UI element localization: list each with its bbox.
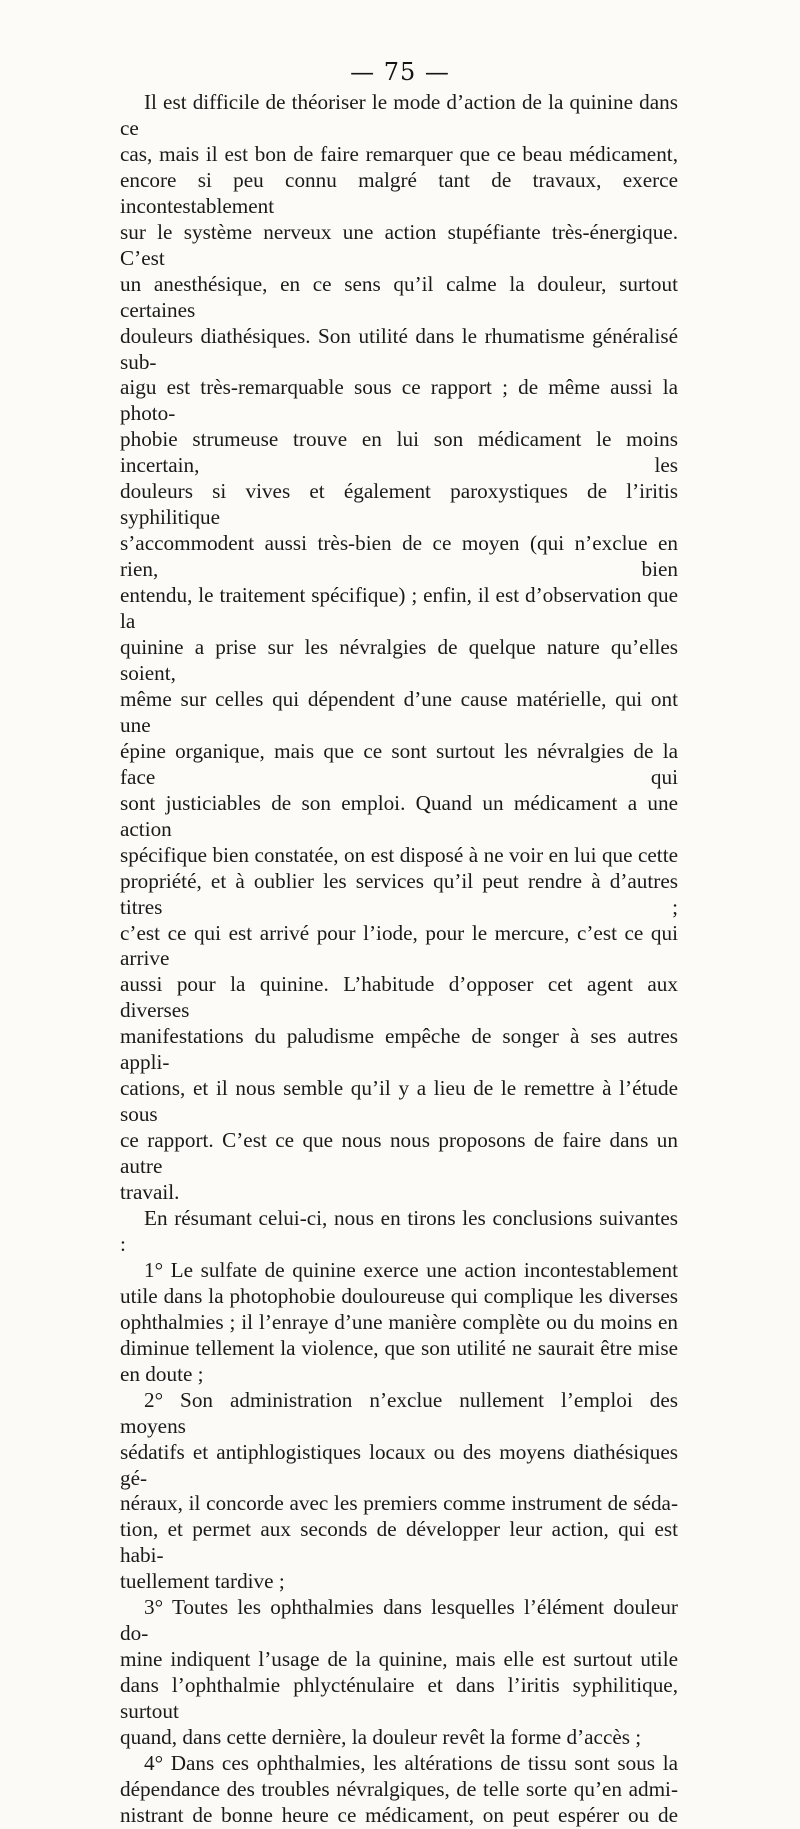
text-line: 1° Le sulfate de quinine exerce une action incontestablement <box>144 1257 678 1282</box>
text-line: 3° Toutes les ophthalmies dans lesquelles l’élément douleur do- <box>120 1595 678 1646</box>
text-line: Il est difficile de théoriser le mode d’action de la quinine dans ce <box>120 90 678 140</box>
text-line: s’accommodent aussi très-bien de ce moyen (qui n’exclue en rien, bien <box>120 531 678 582</box>
text-line: en doute ; <box>120 1361 204 1386</box>
text-line: aigu est très-remarquable sous ce rapport ; de même aussi la photo- <box>120 375 678 426</box>
text-line: 4° Dans ces ophthalmies, les altérations de tissu sont sous la <box>144 1751 678 1775</box>
text-line: spécifique bien constatée, on est disposé à ne voir en lui que cette <box>120 842 678 867</box>
text-line: c’est ce qui est arrivé pour l’iode, pour le mercure, c’est ce qui arrive <box>120 920 678 971</box>
text-line: tuellement tardive ; <box>120 1569 285 1594</box>
text-line: ce rapport. C’est ce que nous nous proposons de faire dans un autre <box>120 1128 678 1179</box>
text-line: phobie strumeuse trouve en lui son médicament le moins incertain, les <box>120 427 678 478</box>
text-line: nistrant de bonne heure ce médicament, on peut espérer ou de <box>120 1802 678 1827</box>
text-line: cations, et il nous semble qu’il y a lieu de le remettre à l’étude sous <box>120 1076 678 1127</box>
text-line: quinine a prise sur les névralgies de quelque nature qu’elles soient, <box>120 635 678 685</box>
text-line: utile dans la photophobie douloureuse qui complique les diverses <box>120 1283 678 1308</box>
text-line: En résumant celui-ci, nous en tirons les conclusions suivantes : <box>120 1205 678 1256</box>
text-line: douleurs diathésiques. Son utilité dans le rhumatisme généralisé sub- <box>120 323 678 374</box>
text-line: manifestations du paludisme empêche de songer à ses autres appli- <box>120 1024 678 1075</box>
text-line: cas, mais il est bon de faire remarquer que ce beau médicament, <box>120 141 678 166</box>
text-line: ophthalmies ; il l’enraye d’une manière complète ou du moins en <box>120 1309 678 1334</box>
text-line: néraux, il concorde avec les premiers comme instrument de séda- <box>120 1491 678 1516</box>
text-line: encore si peu connu malgré tant de travaux, exerce incontestablement <box>120 167 678 218</box>
text-line: quand, dans cette dernière, la douleur revêt la forme d’accès ; <box>120 1725 642 1750</box>
text-line: douleurs si vives et également paroxystiques de l’iritis syphilitique <box>120 479 678 530</box>
page-number: — 75 — <box>350 58 450 86</box>
body-text <box>120 90 678 1829</box>
text-line: mine indiquent l’usage de la quinine, mais elle est surtout utile <box>120 1647 678 1672</box>
text-line: aussi pour la quinine. L’habitude d’opposer cet agent aux diverses <box>120 972 678 1023</box>
text-line: propriété, et à oublier les services qu’il peut rendre à d’autres titres ; <box>120 868 678 919</box>
text-line: travail. <box>120 1180 180 1205</box>
text-line: un anesthésique, en ce sens qu’il calme la douleur, surtout certaines <box>120 271 678 322</box>
text-line: 2° Son administration n’exclue nullement l’emploi des moyens <box>120 1387 678 1438</box>
text-line: dépendance des troubles névralgiques, de telle sorte qu’en admi- <box>120 1776 678 1801</box>
text-line: même sur celles qui dépendent d’une cause matérielle, qui ont une <box>120 686 678 737</box>
text-line: diminue tellement la violence, que son utilité ne saurait être mise <box>120 1335 678 1360</box>
text-line: entendu, le traitement spécifique) ; enfin, il est d’observation que la <box>120 583 678 634</box>
text-line: tion, et permet aux seconds de développer leur action, qui est habi- <box>120 1517 678 1568</box>
text-line: sédatifs et antiphlogistiques locaux ou des moyens diathésiques gé- <box>120 1439 678 1490</box>
text-line: sur le système nerveux une action stupéfiante très-énergique. C’est <box>120 219 678 270</box>
text-line: dans l’ophthalmie phlycténulaire et dans l’iritis syphilitique, surtout <box>120 1673 678 1724</box>
text-line: épine organique, mais que ce sont surtout les névralgies de la face qui <box>120 738 678 789</box>
text-line: sont justiciables de son emploi. Quand un médicament a une action <box>120 790 678 841</box>
